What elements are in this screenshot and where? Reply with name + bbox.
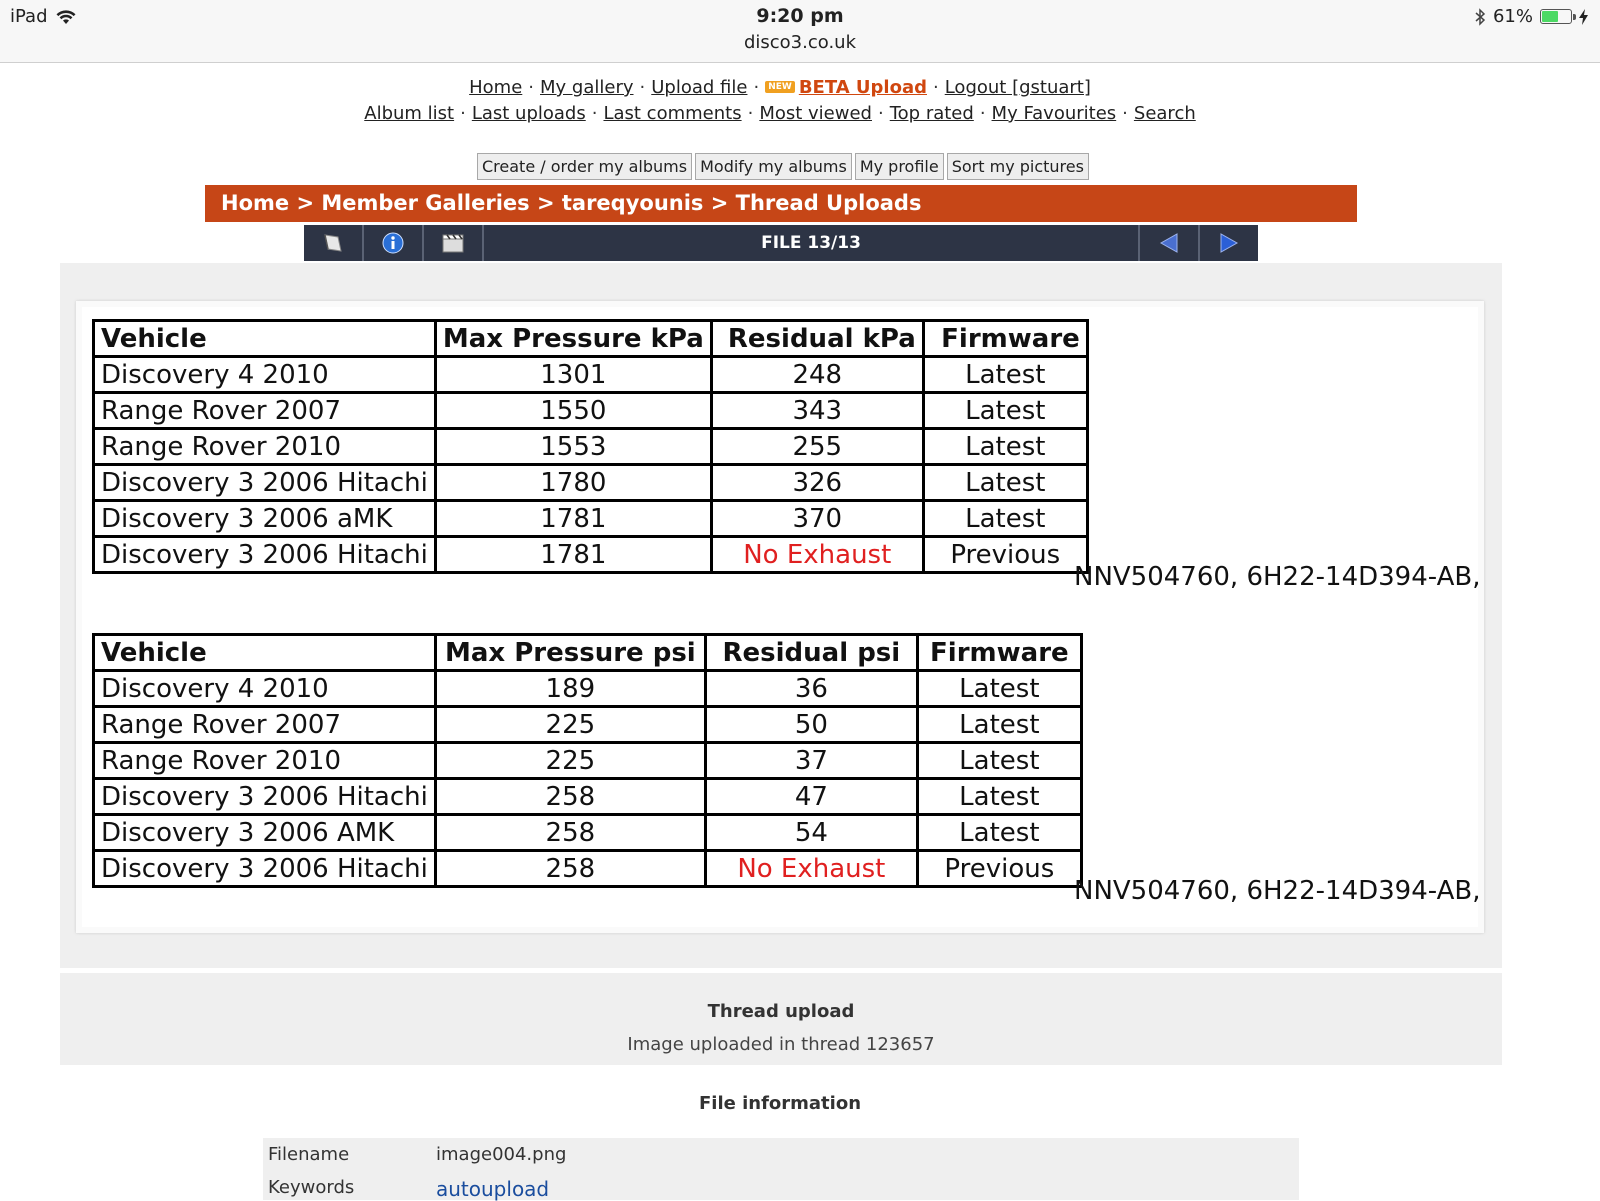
cell-max-pressure: 1780 — [435, 465, 711, 501]
cell-firmware: Previous — [917, 851, 1081, 887]
image-toolbar — [304, 225, 1258, 261]
cell-max-pressure: 1553 — [435, 429, 711, 465]
file-information-heading: File information — [698, 1093, 862, 1114]
table-row — [94, 779, 1082, 815]
header-firmware: Firmware — [917, 635, 1081, 671]
table-row — [94, 429, 1088, 465]
cell-residual: 47 — [705, 779, 917, 815]
table-row — [94, 501, 1088, 537]
battery-level — [1542, 11, 1558, 22]
cell-firmware: Latest — [917, 815, 1081, 851]
nav-my-gallery[interactable]: My gallery — [540, 77, 634, 98]
secondary-nav: Album list · Last uploads · Last comments · Most viewed · Top rated · My Favourites · Search — [364, 103, 1196, 124]
previous-arrow-icon — [1158, 232, 1180, 254]
cell-firmware: Latest — [923, 393, 1087, 429]
cell-vehicle: Discovery 4 2010 — [94, 671, 436, 707]
image-caption — [60, 973, 1502, 1065]
cell-vehicle: Discovery 3 2006 Hitachi — [94, 465, 436, 501]
primary-nav: Home · My gallery · Upload file · NEW BETA Upload · Logout [gstuart] — [469, 77, 1091, 98]
header-residual: Residual psi — [705, 635, 917, 671]
cell-firmware: Latest — [917, 707, 1081, 743]
cell-residual-no-exhaust: No Exhaust — [705, 851, 917, 887]
previous-button[interactable] — [1140, 225, 1200, 261]
table-row — [94, 671, 1082, 707]
file-info-button[interactable] — [364, 225, 424, 261]
slideshow-icon — [441, 232, 465, 254]
pressure-table-psi — [92, 633, 1083, 888]
cell-residual: 255 — [711, 429, 923, 465]
battery-percent: 61% — [1492, 6, 1533, 27]
charging-icon — [1579, 9, 1588, 25]
nav-search[interactable]: Search — [1133, 103, 1196, 124]
next-button[interactable] — [1200, 225, 1258, 261]
table-row — [94, 357, 1088, 393]
image-frame[interactable] — [76, 301, 1484, 933]
cell-residual: 370 — [711, 501, 923, 537]
nav-most-viewed[interactable]: Most viewed — [759, 103, 872, 124]
table-row — [94, 707, 1082, 743]
uploaded-image — [82, 307, 1481, 927]
table-row — [94, 743, 1082, 779]
cell-vehicle: Discovery 3 2006 aMK — [94, 501, 436, 537]
keywords-label: Keywords — [268, 1177, 355, 1198]
admin-buttons — [477, 153, 1089, 180]
table-row — [94, 537, 1088, 573]
cell-vehicle: Range Rover 2007 — [94, 707, 436, 743]
create-order-albums-button[interactable]: Create / order my albums — [477, 153, 692, 180]
nav-last-uploads[interactable]: Last uploads — [471, 103, 586, 124]
cell-vehicle: Discovery 3 2006 Hitachi — [94, 851, 436, 887]
cell-firmware: Latest — [923, 501, 1087, 537]
cell-residual: 36 — [705, 671, 917, 707]
cell-vehicle: Discovery 3 2006 Hitachi — [94, 779, 436, 815]
sort-pictures-button[interactable]: Sort my pictures — [947, 153, 1089, 180]
caption-title: Thread upload — [707, 1001, 855, 1022]
cell-firmware: Latest — [917, 671, 1081, 707]
nav-my-favourites[interactable]: My Favourites — [991, 103, 1117, 124]
cell-max-pressure: 1781 — [435, 537, 711, 573]
nav-beta-upload[interactable]: BETA Upload — [798, 77, 927, 98]
cell-residual: 326 — [711, 465, 923, 501]
cell-firmware: Latest — [917, 743, 1081, 779]
cell-max-pressure: 225 — [435, 707, 705, 743]
cell-max-pressure: 189 — [435, 671, 705, 707]
part-number-note: NNV504760, 6H22-14D394-AB, — [1074, 562, 1481, 592]
device-name: iPad — [10, 6, 48, 27]
cell-vehicle: Discovery 3 2006 AMK — [94, 815, 436, 851]
header-vehicle: Vehicle — [94, 321, 436, 357]
part-number-note: NNV504760, 6H22-14D394-AB, — [1074, 876, 1481, 906]
filename-value: image004.png — [436, 1144, 567, 1165]
cell-residual: 37 — [705, 743, 917, 779]
caption-text: Image uploaded in thread 123657 — [627, 1034, 935, 1055]
nav-album-list[interactable]: Album list — [364, 103, 455, 124]
cell-residual: 343 — [711, 393, 923, 429]
file-information-table — [263, 1138, 1299, 1200]
cell-firmware: Latest — [923, 357, 1087, 393]
table-row — [94, 815, 1082, 851]
status-right — [1474, 6, 1588, 27]
cell-residual-no-exhaust: No Exhaust — [711, 537, 923, 573]
nav-top-rated[interactable]: Top rated — [889, 103, 974, 124]
pressure-table-kpa — [92, 319, 1089, 574]
next-arrow-icon — [1218, 232, 1240, 254]
status-bar — [0, 0, 1600, 63]
modify-albums-button[interactable]: Modify my albums — [695, 153, 852, 180]
cell-firmware: Latest — [917, 779, 1081, 815]
cell-residual: 50 — [705, 707, 917, 743]
header-max-pressure: Max Pressure psi — [435, 635, 705, 671]
file-counter: FILE 13/13 — [484, 225, 1140, 261]
cell-firmware: Previous — [923, 537, 1087, 573]
cell-vehicle: Range Rover 2010 — [94, 743, 436, 779]
cell-vehicle: Discovery 3 2006 Hitachi — [94, 537, 436, 573]
header-vehicle: Vehicle — [94, 635, 436, 671]
nav-home[interactable]: Home — [469, 77, 523, 98]
filename-label: Filename — [268, 1144, 350, 1165]
breadcrumb[interactable]: Home > Member Galleries > tareqyounis > Thread Uploads — [205, 185, 1357, 222]
nav-logout[interactable]: Logout [gstuart] — [944, 77, 1091, 98]
header-residual: Residual kPa — [711, 321, 923, 357]
cell-residual: 248 — [711, 357, 923, 393]
header-firmware: Firmware — [923, 321, 1087, 357]
cell-vehicle: Discovery 4 2010 — [94, 357, 436, 393]
cell-max-pressure: 225 — [435, 743, 705, 779]
thumbnails-icon — [322, 232, 344, 254]
cell-vehicle: Range Rover 2010 — [94, 429, 436, 465]
thumbnails-button[interactable] — [304, 225, 364, 261]
cell-max-pressure: 1550 — [435, 393, 711, 429]
cell-max-pressure: 1781 — [435, 501, 711, 537]
cell-max-pressure: 258 — [435, 815, 705, 851]
cell-max-pressure: 258 — [435, 779, 705, 815]
keyword-link[interactable]: autoupload — [436, 1177, 550, 1201]
cell-vehicle: Range Rover 2007 — [94, 393, 436, 429]
clock: 9:20 pm — [756, 5, 844, 27]
my-profile-button[interactable]: My profile — [855, 153, 944, 180]
image-display-area — [60, 263, 1502, 968]
header-max-pressure: Max Pressure kPa — [435, 321, 711, 357]
table-header-row — [94, 635, 1082, 671]
bluetooth-icon — [1474, 8, 1486, 26]
cell-residual: 54 — [705, 815, 917, 851]
table-row — [94, 393, 1088, 429]
nav-upload-file[interactable]: Upload file — [651, 77, 748, 98]
url-bar[interactable]: disco3.co.uk — [743, 32, 857, 53]
cell-max-pressure: 1301 — [435, 357, 711, 393]
table-row — [94, 465, 1088, 501]
slideshow-button[interactable] — [424, 225, 484, 261]
battery-icon — [1540, 9, 1572, 24]
cell-firmware: Latest — [923, 465, 1087, 501]
info-icon — [382, 232, 404, 254]
cell-max-pressure: 258 — [435, 851, 705, 887]
table-header-row — [94, 321, 1088, 357]
new-badge: NEW — [765, 81, 795, 93]
cell-firmware: Latest — [923, 429, 1087, 465]
table-row — [94, 851, 1082, 887]
nav-last-comments[interactable]: Last comments — [603, 103, 742, 124]
